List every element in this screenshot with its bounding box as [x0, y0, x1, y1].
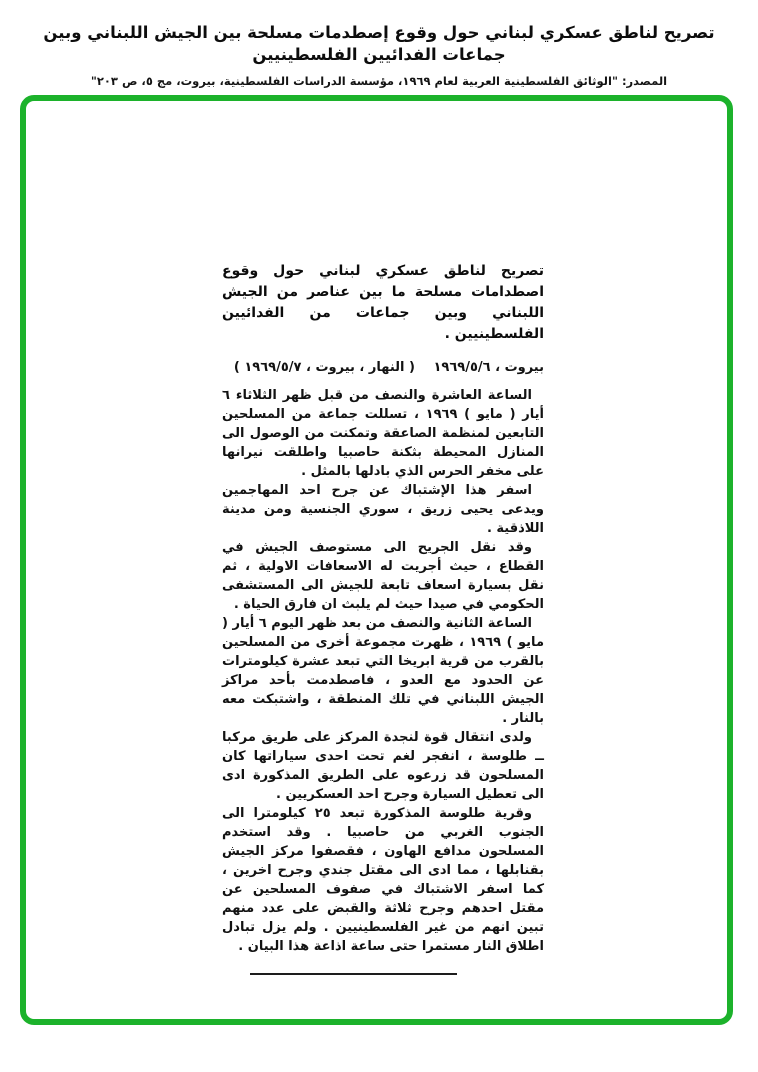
paragraph: اسفر هذا الإشتباك عن جرح احد المهاجمين ويدعى يحيى زريق ، سوري الجنسية ومن مدينة اللاذقية . — [222, 483, 544, 536]
document-body — [222, 261, 544, 975]
paragraph: الساعة العاشرة والنصف من قبل ظهر الثلاثاء ٦ أيار ( مايو ) ١٩٦٩ ، تسللت جماعة من المسلحين التابعين لمنظمة الصاعقة وتمكنت من الوصول الى المنازل المحيطة بثكنة حاصبيا واطلقت نيرانها على مخفر الحرس الذي بادلها بالمثل . — [222, 388, 544, 479]
paragraph: وقد نقل الجريح الى مستوصف الجيش في القطاع ، حيث أجريت له الاسعافات الاولية ، ثم نقل بسيارة اسعاف تابعة للجيش الى المستشفى الحكومي في صيدا حيث لم يلبث ان فارق الحياة . — [222, 540, 544, 612]
dateline-place-date: بيروت ، ١٩٦٩/٥/٦ — [433, 360, 544, 375]
source-citation: المصدر: "الوثائق الفلسطينية العربية لعام ١٩٦٩، مؤسسة الدراسات الفلسطينية، بيروت، مج ٥، ص ٢٠٣" — [90, 74, 668, 88]
document-title: تصريح لناطق عسكري لبناني حول وقوع اصطدامات مسلحة ما بين عناصر من الجيش اللبناني وبين جماعات من الفدائيين الفلسطينيين . — [222, 263, 544, 342]
document-dateline — [222, 360, 544, 375]
paragraph: الساعة الثانية والنصف من بعد ظهر اليوم ٦ أيار ( مايو ) ١٩٦٩ ، ظهرت مجموعة أخرى من المسلحين بالقرب من قرية ابريخا التي تبعد عشرة كيلومترات عن الحدود مع العدو ، فاصطدمت بأحد مراكز الجيش اللبناني في تلك المنطقة ، واشتبكت معه بالنار . — [222, 616, 544, 726]
page-header — [0, 22, 758, 88]
paragraph: وقرية طلوسة المذكورة تبعد ٢٥ كيلومترا الى الجنوب الغربي من حاصبيا . وقد استخدم المسلحون مدافع الهاون ، فقصفوا مركز الجيش بقنابلها ، مما ادى الى مقتل جندي وجرح اخرين ، كما اسفر الاشتباك في صفوف المسلحين عن مقتل احدهم وجرح ثلاثة والقبض على عدد منهم تبين انهم من غير الفلسطينيين . ولم يزل تبادل اطلاق النار مستمرا حتى ساعة اذاعة هذا البيان . — [222, 806, 544, 954]
paragraph: ولدى انتقال قوة لنجدة المركز على طريق مركبا ــ طلوسة ، انفجر لغم تحت احدى سياراتها كان المسلحون قد زرعوه على الطريق المذكورة ادى الى تعطيل السيارة وجرح احد العسكريين . — [222, 730, 544, 802]
document-frame — [20, 95, 733, 1025]
end-divider — [250, 973, 457, 975]
document-paragraphs — [222, 386, 544, 956]
page-title: تصريح لناطق عسكري لبناني حول وقوع إصطدمات مسلحة بين الجيش اللبناني وبين جماعات الفدائيين الفلسطينيين — [43, 23, 715, 64]
dateline-source-ref: ( النهار ، بيروت ، ١٩٦٩/٥/٧ ) — [233, 360, 415, 375]
